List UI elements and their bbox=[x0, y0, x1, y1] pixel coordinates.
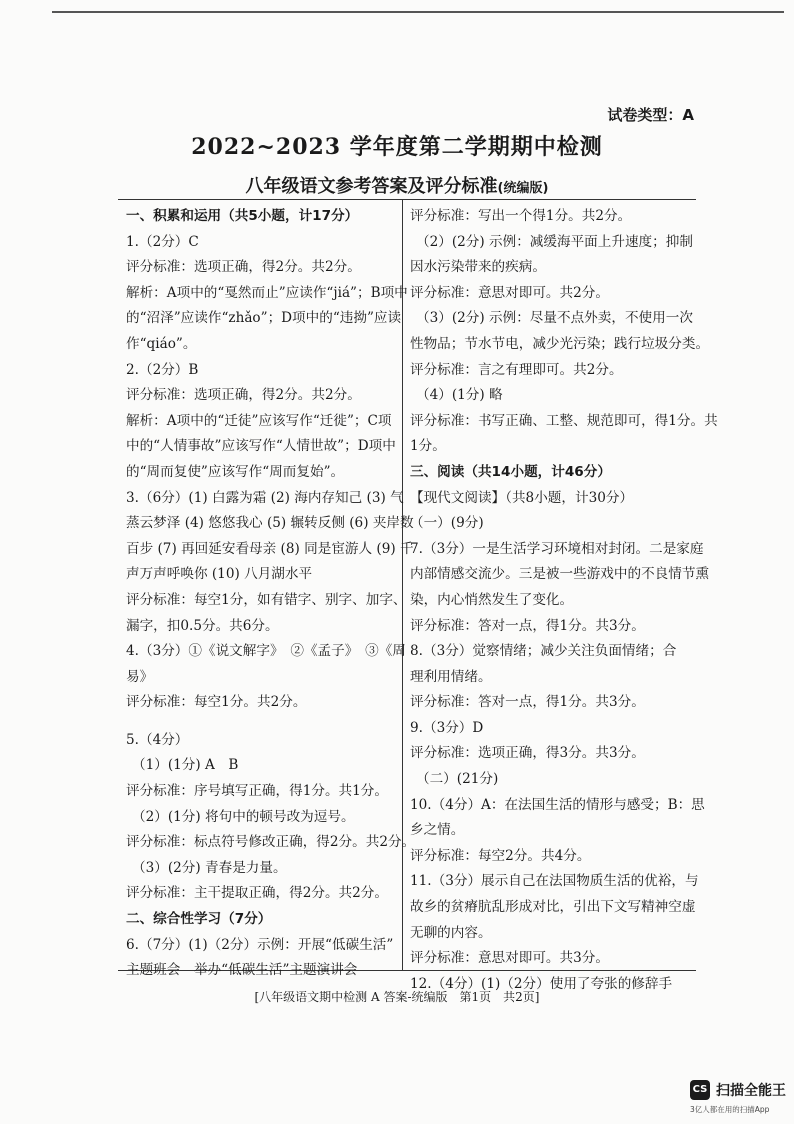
answer-line: 解析：A项中的“戛然而止”应读作“jiá”；B项中 bbox=[126, 284, 408, 301]
answer-line: 【现代文阅读】（共8小题，计30分） bbox=[410, 489, 634, 506]
answer-line: 无聊的内容。 bbox=[410, 924, 492, 941]
answer-line: 9.（3分）D bbox=[410, 719, 484, 736]
answer-line: 评分标准：答对一点，得1分。共3分。 bbox=[410, 694, 645, 711]
answer-line: 的“周而复使”应该写作“周而复始”。 bbox=[126, 463, 345, 480]
answer-line: 评分标准：意思对即可。共2分。 bbox=[410, 284, 609, 301]
answer-line: 评分标准：每空1分，如有错字、别字、加字、 bbox=[126, 591, 407, 608]
answer-line: 评分标准：选项正确，得2分。共2分。 bbox=[126, 259, 361, 276]
answer-line: 评分标准：言之有理即可。共2分。 bbox=[410, 361, 623, 378]
scanner-tagline: 3亿人都在用的扫描App bbox=[690, 1105, 770, 1114]
paper-type-label: 试卷类型：A bbox=[607, 106, 694, 124]
top-rule bbox=[52, 11, 784, 13]
answer-line: 评分标准：选项正确，得3分。共3分。 bbox=[410, 745, 645, 762]
answer-line: 内部情感交流少。三是被一些游戏中的不良情节熏 bbox=[410, 566, 710, 583]
table-top-rule bbox=[118, 199, 696, 200]
answer-line: 中的“人情事故”应该写作“人情世故”；D项中 bbox=[126, 438, 396, 455]
answer-line: 12.（4分）(1)（2分）使用了夸张的修辞手 bbox=[410, 975, 673, 992]
right-column bbox=[410, 204, 718, 997]
answer-line: （2）(1分) 将句中的顿号改为逗号。 bbox=[132, 808, 355, 825]
answer-line: （3）(2分) 青春是力量。 bbox=[132, 859, 287, 876]
answer-line: 3.（6分）(1) 白露为霜 (2) 海内存知己 (3) 气 bbox=[126, 489, 404, 506]
answer-line: 评分标准：答对一点，得1分。共3分。 bbox=[410, 617, 645, 634]
answer-line: 10.（4分）A：在法国生活的情形与感受；B：思 bbox=[410, 796, 705, 813]
left-column bbox=[126, 204, 416, 984]
answer-line: 评分标准：标点符号修改正确，得2分。共2分。 bbox=[126, 834, 416, 851]
answer-line: 6.（7分）(1)（2分）示例：开展“低碳生活” bbox=[126, 936, 394, 953]
answer-line: （3）(2分) 示例：尽量不点外卖，不使用一次 bbox=[416, 310, 693, 327]
answer-line: 染，内心悄然发生了变化。 bbox=[410, 591, 574, 608]
answer-line: 漏字，扣0.5分。共6分。 bbox=[126, 617, 279, 634]
answer-line: 因水污染带来的疾病。 bbox=[410, 259, 546, 276]
answer-line: 声万声呼唤你 (10) 八月湖水平 bbox=[126, 566, 313, 583]
page-title: 2022~2023 学年度第二学期期中检测 bbox=[191, 134, 603, 160]
answer-line: 的“沼泽”应读作“zhǎo”；D项中的“违拗”应读 bbox=[126, 310, 402, 327]
section-heading: 二、综合性学习（7分） bbox=[126, 911, 272, 928]
page-footer: [八年级语文期中检测 A 答案-统编版 第1页 共2页] bbox=[254, 990, 540, 1004]
answer-line: 故乡的贫瘠肮乱形成对比，引出下文写精神空虚 bbox=[410, 899, 696, 916]
answer-line: （4）(1分) 略 bbox=[416, 387, 503, 404]
subtitle-main: 八年级语文参考答案及评分标准 bbox=[245, 176, 498, 197]
answer-line: 评分标准：写出一个得1分。共2分。 bbox=[410, 208, 632, 224]
section-heading: 三、阅读（共14小题，计46分） bbox=[410, 463, 611, 480]
answer-line: 主题班会 举办“低碳生活”主题演讲会 bbox=[126, 962, 358, 979]
answer-line: 8.（3分）觉察情绪；减少关注负面情绪；合 bbox=[410, 643, 677, 660]
subtitle-note: (统编版) bbox=[497, 181, 549, 196]
section-heading: 一、积累和运用（共5小题，计17分） bbox=[126, 208, 359, 224]
answer-line: （2）(2分) 示例：减缓海平面上升速度；抑制 bbox=[416, 233, 693, 250]
scanner-app-name: 扫描全能王 bbox=[716, 1083, 786, 1099]
answer-line: 11.（3分）展示自己在法国物质生活的优裕，与 bbox=[410, 873, 699, 890]
answer-line: 评分标准：书写正确、工整、规范即可，得1分。共 bbox=[410, 412, 718, 429]
answer-line: 评分标准：选项正确，得2分。共2分。 bbox=[126, 387, 361, 404]
answer-line: 评分标准：序号填写正确，得1分。共1分。 bbox=[126, 783, 388, 800]
scanner-watermark bbox=[690, 1080, 786, 1100]
answer-line: 性物品；节水节电，减少光污染；践行垃圾分类。 bbox=[410, 335, 710, 352]
answer-line: 蒸云梦泽 (4) 悠悠我心 (5) 辗转反侧 (6) 夹岸数 bbox=[126, 515, 414, 532]
answer-line: 乡之情。 bbox=[410, 822, 465, 839]
answer-line: 2.（2分）B bbox=[126, 361, 199, 378]
answer-line: 解析：A项中的“迁徒”应该写作“迁徙”；C项 bbox=[126, 412, 392, 429]
page-subtitle bbox=[0, 172, 794, 198]
answer-line: 1分。 bbox=[410, 438, 446, 455]
answer-line bbox=[126, 716, 404, 728]
answer-line: （一）(9分) bbox=[410, 515, 484, 532]
answer-line: 作“qiáo”。 bbox=[126, 335, 197, 352]
camscanner-logo-icon: CS bbox=[690, 1080, 710, 1100]
answer-line: 5.（4分） bbox=[126, 731, 189, 748]
answer-line: 评分标准：主干提取正确，得2分。共2分。 bbox=[126, 885, 388, 902]
answer-line: 评分标准：每空1分。共2分。 bbox=[126, 694, 307, 711]
answer-line: 7.（3分）一是生活学习环境相对封闭。二是家庭 bbox=[410, 540, 704, 557]
answer-line: 易》 bbox=[126, 668, 154, 685]
answer-line: 理利用情绪。 bbox=[410, 668, 492, 685]
answer-line: 1.（2分）C bbox=[126, 233, 199, 250]
answer-line: 4.（3分）①《说文解字》 ②《孟子》 ③《周 bbox=[126, 643, 406, 660]
answer-line: 评分标准：每空2分。共4分。 bbox=[410, 847, 591, 864]
answer-line: 评分标准：意思对即可。共3分。 bbox=[410, 950, 609, 967]
answer-line: 百步 (7) 再回延安看母亲 (8) 同是宦游人 (9) 千 bbox=[126, 540, 414, 557]
answer-line: （二）(21分) bbox=[416, 771, 499, 788]
answer-line: （1）(1分) A B bbox=[132, 757, 239, 774]
